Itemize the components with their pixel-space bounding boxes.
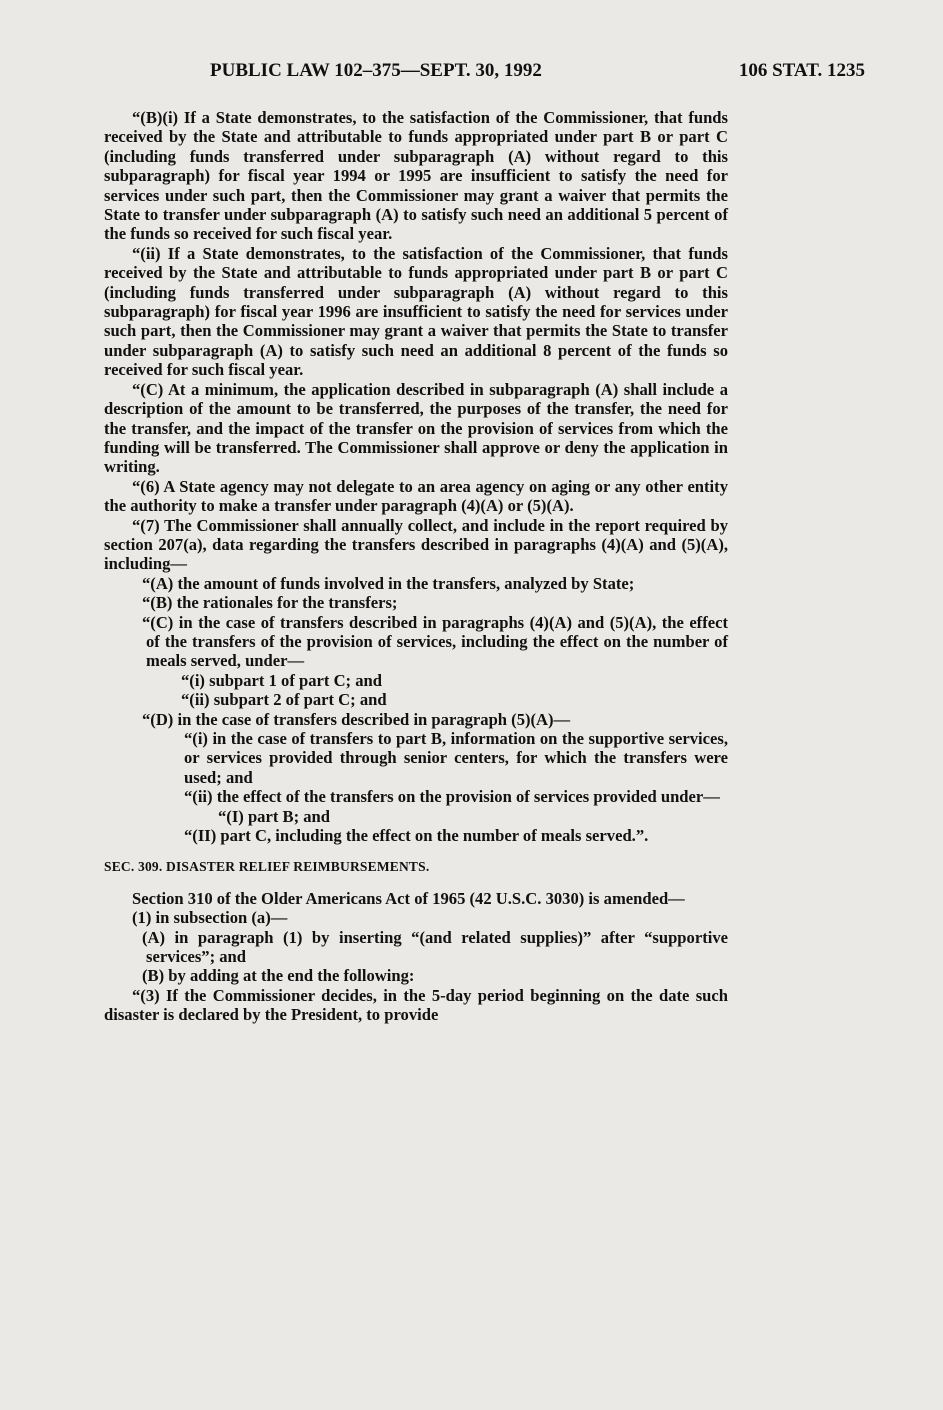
clause-d-ii-II: “(II) part C, including the effect on the number of meals served.”. (184, 826, 649, 846)
header-title: PUBLIC LAW 102–375—SEPT. 30, 1992 (210, 60, 542, 81)
subsection-1-b: (B) by adding at the end the following: (142, 966, 415, 986)
document-body (104, 108, 728, 1025)
clause-c-ii: “(ii) subpart 2 of part C; and (181, 690, 387, 710)
page-header (210, 60, 865, 86)
paragraph-6: “(6) A State agency may not delegate to an area agency on aging or any other entity the authority to make a transfer under paragraph (4)(A) or (5)(A). (104, 476, 728, 516)
paragraph-b-ii: “(ii) If a State demonstrates, to the satisfaction of the Commissioner, that funds received by the State and attributable to funds appropriated under part B or part C (including funds transferred under subparagraph (A) without regard to this subparagraph) for fiscal year 1996 are insufficient to satisfy the need for services under such part, then the Commissioner may grant a waiver that permits the State to transfer under subparagraph (A) to satisfy such need an additional 8 percent of the funds so received for such fiscal year. (104, 243, 728, 380)
clause-d-ii-I: “(I) part B; and (218, 806, 331, 826)
clause-d-i: “(i) in the case of transfers to part B, information on the supportive services, or services provided through senior centers, for which the transfers were used; and (184, 729, 728, 787)
paragraph-3: “(3) If the Commissioner decides, in the 5-day period beginning on the date such disaster is declared by the President, to provide (104, 985, 728, 1025)
paragraph-b-i: “(B)(i) If a State demonstrates, to the satisfaction of the Commissioner, that funds received by the State and attributable to funds appropriated under part B or part C (including funds transferred under subparagraph (A) without regard to this subparagraph) for fiscal year 1994 or 1995 are insufficient to satisfy the need for services under such part, then the Commissioner may grant a waiver that permits the State to transfer under subparagraph (A) to satisfy such need an additional 5 percent of the funds so received for such fiscal year. (104, 108, 728, 244)
paragraph-c: “(C) At a minimum, the application described in subparagraph (A) shall include a description of the amount to be transferred, the purposes of the transfer, the need for the transfer, and the impact of the transfer on the provision of services from which the funding will be transferred. The Commissioner shall approve or deny the application in writing. (104, 379, 728, 477)
subsection-1-a: (A) in paragraph (1) by inserting “(and related supplies)” after “supportive services”; and (142, 927, 728, 967)
clause-a: “(A) the amount of funds involved in the transfers, analyzed by State; (142, 573, 635, 593)
statute-page-number: 106 STAT. 1235 (738, 60, 865, 81)
subsection-1: (1) in subsection (a)— (132, 908, 288, 928)
paragraph-7: “(7) The Commissioner shall annually collect, and include in the report required by section 207(a), data regarding the transfers described in paragraphs (4)(A) and (5)(A), including— (104, 515, 728, 574)
section-heading: SEC. 309. DISASTER RELIEF REIMBURSEMENTS. (104, 859, 430, 875)
clause-d-ii: “(ii) the effect of the transfers on the provision of services provided under— (184, 787, 720, 807)
clause-b: “(B) the rationales for the transfers; (142, 593, 398, 613)
clause-c-i: “(i) subpart 1 of part C; and (181, 670, 382, 690)
clause-d: “(D) in the case of transfers described in paragraph (5)(A)— (142, 709, 571, 729)
section-310-intro: Section 310 of the Older Americans Act of 1965 (42 U.S.C. 3030) is amended— (132, 888, 685, 908)
clause-c: “(C) in the case of transfers described in paragraphs (4)(A) and (5)(A), the effect of the transfers of the provision of services, including the effect on the number of meals served, under— (142, 612, 728, 671)
